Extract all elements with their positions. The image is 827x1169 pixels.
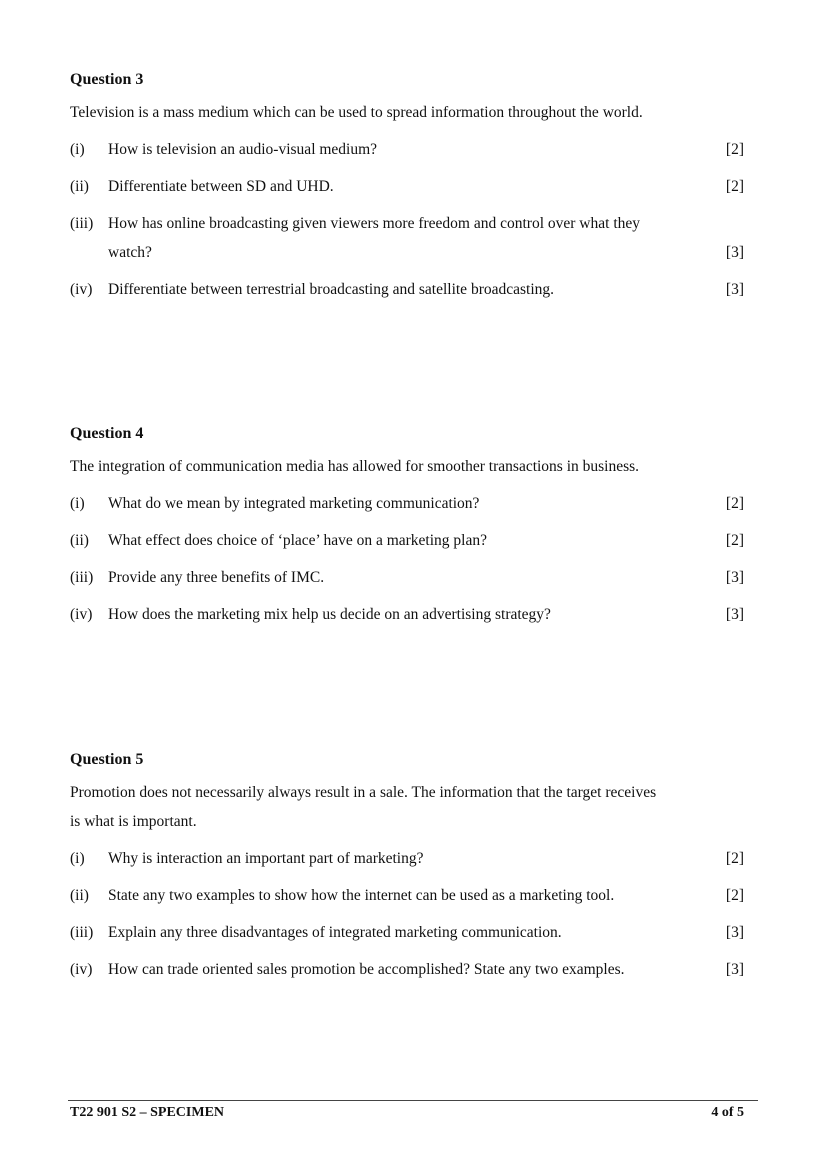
paper-code: T22 901 S2 – SPECIMEN: [70, 1105, 225, 1120]
question-title: Question 4: [70, 425, 144, 442]
question-4: [70, 424, 744, 629]
part-number: (iii): [70, 924, 94, 941]
part-text: Provide any three benefits of IMC.: [108, 569, 325, 586]
part-text: Differentiate between SD and UHD.: [108, 178, 334, 195]
part-marks: [3]: [725, 606, 744, 623]
part-marks: [3]: [725, 281, 744, 298]
part-number: (iv): [70, 961, 93, 978]
question-intro: Promotion does not necessarily always result in a sale. The information that the target receives is what is important.: [70, 784, 657, 830]
question-part: [70, 600, 744, 629]
part-marks: [2]: [725, 178, 744, 195]
question-intro: Television is a mass medium which can be used to spread information throughout the world.: [70, 104, 643, 121]
part-marks: [2]: [725, 850, 744, 867]
part-number: (i): [70, 850, 85, 867]
part-number: (iv): [70, 606, 93, 623]
part-marks: [3]: [725, 924, 744, 941]
question-part: [70, 135, 744, 164]
part-marks: [2]: [725, 495, 744, 512]
question-part: [70, 172, 744, 201]
page-number: 4 of 5: [711, 1105, 744, 1120]
part-text: What effect does choice of ‘place’ have on a marketing plan?: [108, 532, 487, 549]
part-marks: [2]: [725, 532, 744, 549]
question-title: Question 5: [70, 751, 144, 768]
part-marks: [2]: [725, 141, 744, 158]
question-part: [70, 526, 744, 555]
part-number: (iii): [70, 215, 94, 232]
question-part: [70, 275, 744, 304]
part-marks: [3]: [725, 569, 744, 586]
part-marks: [3]: [725, 961, 744, 978]
question-part: [70, 209, 744, 267]
part-number: (ii): [70, 887, 89, 904]
question-intro: The integration of communication media has allowed for smoother transactions in business.: [70, 458, 640, 475]
part-marks: [2]: [725, 887, 744, 904]
part-number: (i): [70, 141, 85, 158]
part-marks: [3]: [725, 244, 744, 261]
question-5: [70, 750, 744, 984]
part-text: How does the marketing mix help us decide on an advertising strategy?: [108, 606, 551, 623]
question-part: [70, 489, 744, 518]
part-text: What do we mean by integrated marketing communication?: [108, 495, 480, 512]
question-title: Question 3: [70, 71, 144, 88]
question-part: [70, 881, 744, 910]
part-text: State any two examples to show how the internet can be used as a marketing tool.: [108, 887, 615, 904]
part-number: (ii): [70, 178, 89, 195]
part-text: How has online broadcasting given viewers more freedom and control over what they watch?: [108, 215, 641, 261]
part-text: Why is interaction an important part of marketing?: [108, 850, 424, 867]
part-number: (ii): [70, 532, 89, 549]
part-text: Differentiate between terrestrial broadcasting and satellite broadcasting.: [108, 281, 555, 298]
question-3: [70, 70, 744, 304]
part-number: (iv): [70, 281, 93, 298]
question-part: [70, 844, 744, 873]
part-text: How is television an audio-visual medium?: [108, 141, 378, 158]
question-part: [70, 918, 744, 947]
question-part: [70, 955, 744, 984]
part-text: Explain any three disadvantages of integrated marketing communication.: [108, 924, 562, 941]
part-number: (i): [70, 495, 85, 512]
part-number: (iii): [70, 569, 94, 586]
question-part: [70, 563, 744, 592]
part-text: How can trade oriented sales promotion be accomplished? State any two examples.: [108, 961, 625, 978]
footer-divider: [68, 1100, 758, 1101]
